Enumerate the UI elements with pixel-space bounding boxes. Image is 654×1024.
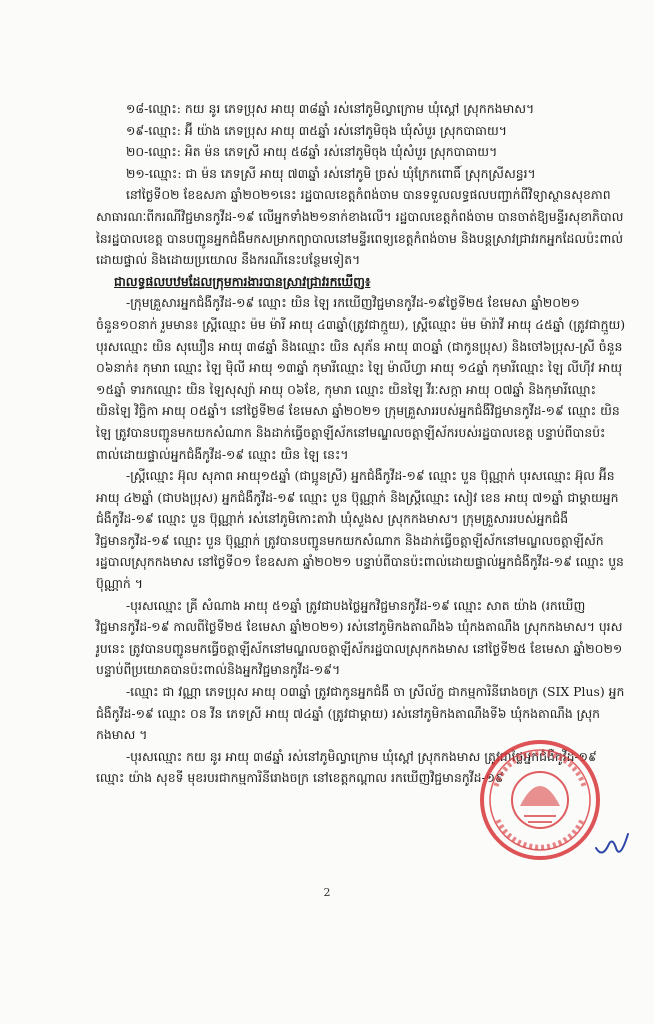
summary-paragraph: នៅថ្ងៃទី០២ ខែឧសភា ឆ្នាំ២០២១នេះ រដ្ឋបាលខេត្តកំពង់ចាម បានទទួលលទ្ធផលបញ្ជាក់ពីវិទ្យាស្ថានសុខភាពសាធារណៈពីករណីវិជ្ជមានកូវីដ-១៩ លើអ្នកទាំង២១នាក់ខាងលើ។ រដ្ឋបាលខេត្តកំពង់ចាម បានចាត់ឱ្យមន្ទីរសុខាភិបាលនៃរដ្ឋបាលខេត្ត បានបញ្ជូនអ្នកជំងឺមកសម្រាកព្យាបាលនៅមន្ទីរពេទ្យខេត្តកំពង់ចាម និងបន្តស្រាវជ្រាវរកអ្នកដែលប៉ះពាល់ដោយផ្ទាល់ និងដោយប្រយោល នឹងករណីនេះបន្ថែមទៀត។ <box>96 187 624 268</box>
list-item-21: ២១-ឈ្មោះ: ជា ម៉ន ភេទស្រី អាយុ ៧៣ឆ្នាំ រស់នៅភូមិ ច្រស់ ឃុំក្រែកពោធិ៍ ស្រុកស្រីសន្ធរ។ <box>126 165 536 181</box>
document-body <box>96 98 626 789</box>
signature-mark <box>592 828 632 864</box>
contact-paragraph-2: -ឈ្មោះ ជា វណ្ណា ភេទប្រុស អាយុ ០៣ឆ្នាំ ត្រូវជាកូនអ្នកជំងឺ ចា ស្រីល័ក្ខ ជាកម្មការិនីរោងចក្រ (SIX Plus) អ្នកជំងឺកូវីដ-១៩ ឈ្មោះ ០ន វីន ភេទស្រី អាយុ ៧៤ឆ្នាំ (ត្រូវជាម្តាយ) រស់នៅភូមិកងតាណឹងទី៦ ឃុំកងតាណឹង ស្រុកកងមាស ។ <box>96 684 625 743</box>
page-number: 2 <box>323 886 331 899</box>
section-heading: ជាលទ្ធផលបឋមដែលក្រុមការងារបានស្រាវជ្រាវរកឃើញ៖ <box>114 273 371 289</box>
contact-paragraph-3: -បុរសឈ្មោះ កយ នូរ អាយុ ៣៨ឆ្នាំ រស់នៅភូមិល្វាក្រោម ឃុំស្ពៅ ស្រុកកងមាស ត្រូវជាថ្លៃអ្នកជំងឺកូវីដ-១៩ ឈ្មោះ យ៉ាង សុខទី មុខរបរជាកម្មការិនីរោងចក្រ នៅខេត្តកណ្តាល រកឃើញវិជ្ជមានកូវីដ-១៩ <box>96 748 597 786</box>
family-paragraph-1: -ក្រុមគ្រួសារអ្នកជំងឺកូវីដ-១៩ ឈ្មោះ យិន ឡៃ រកឃើញវិជ្ជមានកូវីដ-១៩ថ្ងៃទី២៥ ខែមេសា ឆ្នាំ២០២១ ចំនួន១០នាក់ រួមមាន៖ ស្ត្រីឈ្មោះ ម៉ម ម៉ារី អាយុ ៤៣ឆ្នាំ(ត្រូវជាក្មួយ), ស្ត្រីឈ្មោះ ម៉ម ម៉ារ៉ាវី អាយុ ៤៥ឆ្នាំ (ត្រូវជាក្មួយ) បុរសឈ្មោះ យិន សុឃឿន អាយុ ៣៨ឆ្នាំ និងឈ្មោះ យិន សុភ័ន អាយុ ៣០ឆ្នាំ (ជាកូនប្រុស) និងចៅ៦ប្រុស-ស្រី ចំនួន ០៦នាក់៖ កុមារា ឈ្មោះ ឡៃ ម៉ិលី អាយុ ១៣ឆ្នាំ កុមារីឈ្មោះ ឡៃ ម៉ាលីហ្វា អាយុ ១៤ឆ្នាំ កុមារីឈ្មោះ ឡៃ លីហ៊ីវ អាយុ ១៥ឆ្នាំ ទារកឈ្មោះ យិន ឡៃសុស្យ៉ា អាយុ ០៦ខែ, កុមារា ឈ្មោះ យិនឡៃ វីរៈសក្កា អាយុ ០៧ឆ្នាំ និងកុមារីឈ្មោះ យិនឡៃ វិច្ឆិកា អាយុ ០៥ឆ្នាំ។ នៅថ្ងៃទី២៨ ខែមេសា ឆ្នាំ២០២១ ក្រុមគ្រួសាររបស់អ្នកជំងឺវិជ្ជមានកូវីដ-១៩ ឈ្មោះ យិន ឡៃ ត្រូវបានបញ្ជូនមកយកសំណាក និងដាក់ធ្វើចត្តាឡីស័កនៅមណ្ឌលចត្តាឡីស័ករបស់រដ្ឋបាលខេត្ត បន្ទាប់ពីបានប៉ះពាល់ដោយផ្ទាល់អ្នកជំងឺកូវីដ-១៩ ឈ្មោះ យិន ឡៃ នេះ។ <box>96 295 626 462</box>
contact-paragraph-1: -បុរសឈ្មោះ គ្រី សំណាង អាយុ ៥១ឆ្នាំ ត្រូវជាបងថ្លៃអ្នកវិជ្ជមានកូវីដ-១៩ ឈ្មោះ សាត យ៉ាង (រកឃើញវិជ្ជមានកូវីដ-១៩ កាលពីថ្ងៃទី២៥ ខែមេសា ឆ្នាំ២០២១) រស់នៅភូមិកងតាណឹង៦ ឃុំកងតាណឹង ស្រុកកងមាស។ បុរសរូបនេះ ត្រូវបានបញ្ជូនមកធ្វើចត្តាឡីស័កនៅមណ្ឌលចត្តាឡីស័ករដ្ឋបាលស្រុកកងមាស នៅថ្ងៃទី២៥ ខែមេសា ឆ្នាំ២០២១ បន្ទាប់ពីប្រយោគបានប៉ះពាល់និងអ្នកវិជ្ជមានកូវីដ-១៩។ <box>96 597 623 678</box>
list-item-20: ២០-ឈ្មោះ: អិត ម៉ន ភេទស្រី អាយុ ៥៨ឆ្នាំ រស់នៅភូមិចុង ឃុំសំបួរ ស្រុកបាធាយ។ <box>126 144 498 160</box>
official-seal-stamp <box>476 736 604 864</box>
family-paragraph-2: -ស្ត្រីឈ្មោះ អ៊ុល សុភាព អាយុ១៥ឆ្នាំ (ជាប្អូនស្រី) អ្នកជំងឺកូវីដ-១៩ ឈ្មោះ បួន ប៊ុណ្ណាក់ បុរសឈ្មោះ អ៊ុល អ៊ីន អាយុ ៤២ឆ្នាំ (ជាបងប្រុស) អ្នកជំងឺកូវីដ-១៩ ឈ្មោះ បួន ប៊ុណ្ណាក់ និងស្ត្រីឈ្មោះ សៀវ ខេន អាយុ ៧១ឆ្នាំ ជាម្តាយអ្នកជំងឺកូវីដ-១៩ ឈ្មោះ បួន ប៊ុណ្ណាក់ រស់នៅភូមិកោះតាវ៉ា ឃុំសួងស ស្រុកកងមាស។ ក្រុមគ្រួសាររបស់អ្នកជំងឺវិជ្ជមានកូវីដ-១៩ ឈ្មោះ បួន ប៊ុណ្ណាក់ ត្រូវបានបញ្ជូនមកយកសំណាក និងដាក់ធ្វើចត្តាឡីស័កនៅមណ្ឌលចត្តាឡីស័ករដ្ឋបាលស្រុកកងមាស នៅថ្ងៃទី០១ ខែឧសភា ឆ្នាំ២០២១ បន្ទាប់ពីបានប៉ះពាល់ដោយផ្ទាល់អ្នកជំងឺកូវីដ-១៩ ឈ្មោះ បួន ប៊ុណ្ណាក់ ។ <box>96 468 624 592</box>
list-item-19: ១៩-ឈ្មោះ: អ៊ី យ៉ាង ភេទប្រុស អាយុ ៣៥ឆ្នាំ រស់នៅភូមិចុង ឃុំសំបួរ ស្រុកបាធាយ។ <box>126 122 507 138</box>
list-item-18: ១៨-ឈ្មោះ: កយ នូរ ភេទប្រុស អាយុ ៣៨ឆ្នាំ រស់នៅភូមិល្វាក្រោម ឃុំស្ពៅ ស្រុកកងមាស។ <box>126 101 535 116</box>
